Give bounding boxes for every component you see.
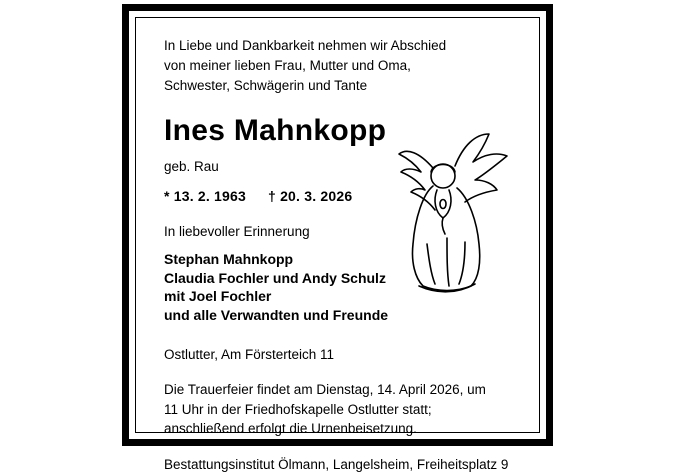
deceased-name: Ines Mahnkopp (164, 114, 387, 147)
mourner-2: Claudia Fochler und Andy Schulz (164, 269, 386, 286)
intro-line-1: In Liebe und Dankbarkeit nehmen wir Abschied (164, 38, 447, 53)
funeral-home: Bestattungsinstitut Ölmann, Langelsheim, Freiheitsplatz 9 (164, 456, 509, 472)
intro-line-2: von meiner lieben Frau, Mutter und Oma, (164, 58, 411, 73)
mourner-3: mit Joel Fochler (164, 288, 272, 304)
mourner-4: und alle Verwandten und Freunde (164, 306, 389, 323)
card-inner-border (135, 17, 540, 472)
obituary-content (164, 36, 523, 472)
intro-line-3: Schwester, Schwägerin und Tante (164, 78, 368, 93)
birth-date: * 13. 2. 1963 (164, 188, 246, 204)
ceremony-line-1: Die Trauerfeier findet am Dienstag, 14. April 2026, um (164, 382, 486, 397)
ceremony-line-2: 11 Uhr in der Friedhofskapelle Ostlutter statt; (164, 401, 432, 417)
memory-line: In liebevoller Erinnerung (164, 224, 310, 239)
ceremony-details (164, 380, 523, 439)
death-date: † 20. 3. 2026 (268, 188, 353, 204)
family-address: Ostlutter, Am Försterteich 11 (164, 347, 335, 362)
obituary-notice (122, 4, 553, 472)
praying-angel-icon (393, 132, 517, 297)
birth-name: geb. Rau (164, 159, 219, 174)
intro-text (164, 36, 523, 96)
mourner-1: Stephan Mahnkopp (164, 251, 294, 267)
ceremony-line-3: anschließend erfolgt die Urnenbeisetzung. (164, 421, 417, 436)
